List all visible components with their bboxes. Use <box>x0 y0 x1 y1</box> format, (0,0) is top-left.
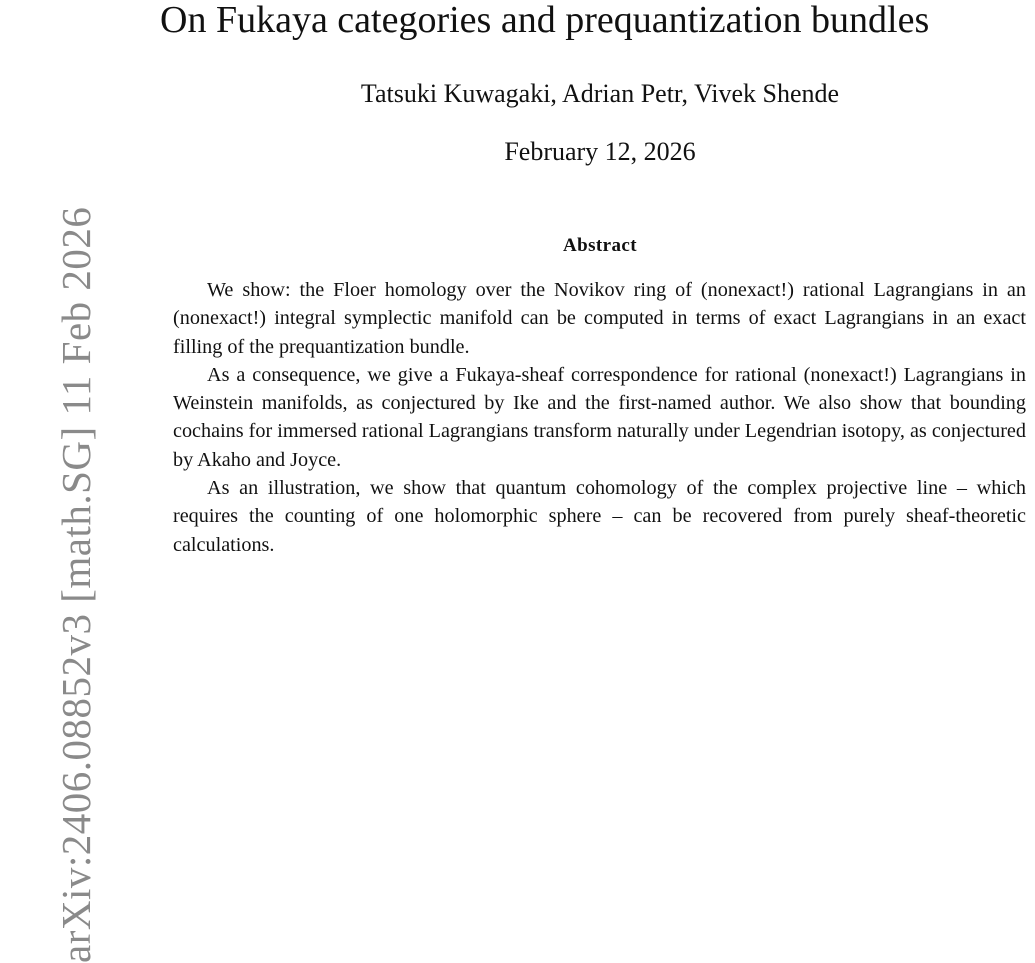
paper-title: On Fukaya categories and prequantization bundles <box>160 0 930 41</box>
abstract-paragraph: As a consequence, we give a Fukaya-sheaf correspondence for rational (nonexact!) Lagrangians in Weinstein manifolds, as conjectured by Ike and the first-named author. We also show that bounding cochains for immersed rational Lagrangians transform naturally under Legendrian isotopy, as conjectured by Akaho and Joyce. <box>173 363 1026 471</box>
abstract-paragraph: As an illustration, we show that quantum cohomology of the complex projective line – which requires the counting of one holomorphic sphere – can be recovered from purely sheaf-theoretic calculations. <box>173 477 1026 556</box>
abstract-body <box>173 276 1026 559</box>
abstract-heading: Abstract <box>563 235 637 256</box>
paper-date: February 12, 2026 <box>504 137 696 166</box>
arxiv-identifier-stamp: arXiv:2406.08852v3 [math.SG] 11 Feb 2026 <box>53 206 99 963</box>
paper-authors: Tatsuki Kuwagaki, Adrian Petr, Vivek Shende <box>360 79 840 108</box>
abstract-paragraph: We show: the Floer homology over the Novikov ring of (nonexact!) rational Lagrangians in an (nonexact!) integral symplectic manifold can be computed in terms of exact Lagrangians in an exact filling of the prequantization bundle. <box>173 279 1026 358</box>
